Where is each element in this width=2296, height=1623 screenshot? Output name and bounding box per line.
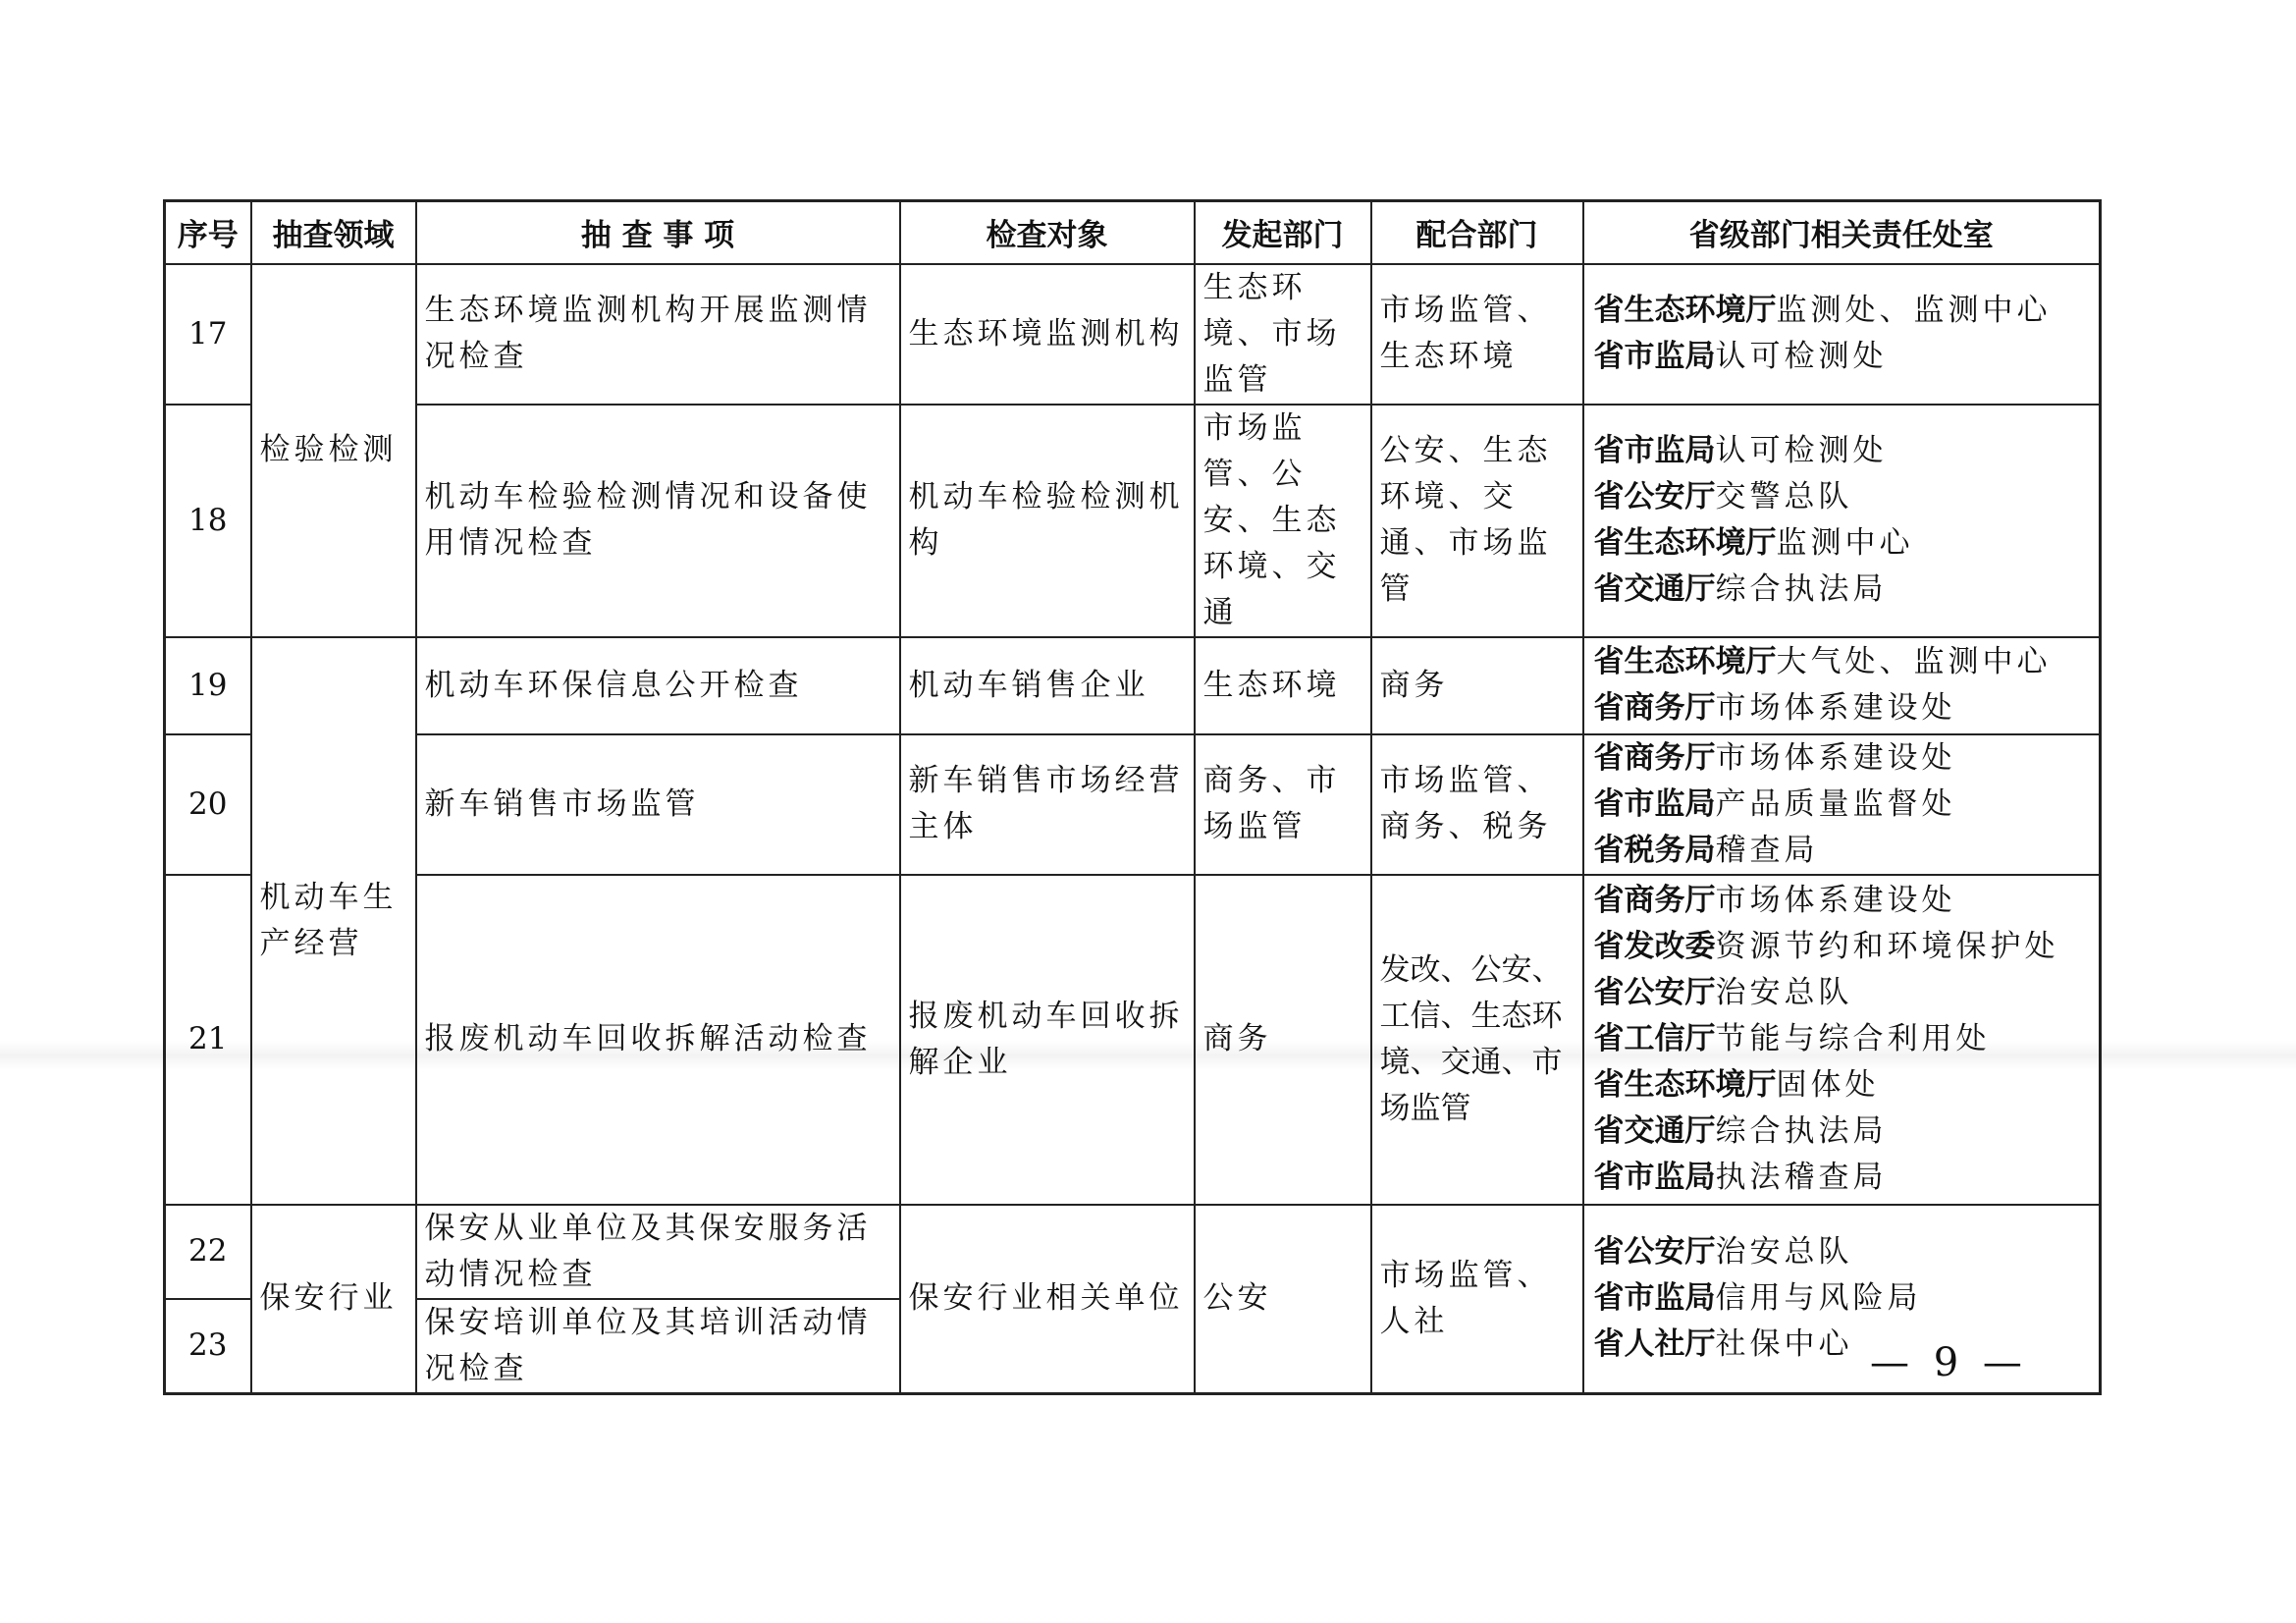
initiator-cell: 生态环境	[1195, 637, 1371, 734]
office-name: 执法稽查局	[1715, 1160, 1888, 1195]
responsible-line	[1594, 428, 2092, 474]
cooperator-cell: 市场监管、生态环境	[1371, 264, 1583, 405]
dept-name: 省工信厅	[1593, 1021, 1716, 1056]
office-name: 信用与风险局	[1715, 1280, 1922, 1316]
row-number: 20	[165, 734, 251, 875]
responsible-line	[1594, 334, 2092, 380]
responsible-line	[1594, 735, 2092, 782]
responsible-cell	[1583, 734, 2101, 875]
cooperator-cell: 市场监管、人社	[1371, 1205, 1583, 1394]
dept-name: 省市监局	[1593, 1160, 1716, 1195]
responsible-line	[1594, 828, 2092, 874]
row-number: 17	[165, 264, 251, 405]
dept-name: 省公安厅	[1593, 975, 1716, 1010]
responsible-line	[1594, 1275, 2092, 1322]
responsible-line	[1594, 288, 2092, 334]
domain-cell: 机动车生产经营	[251, 637, 416, 1205]
office-name: 市场体系建设处	[1715, 739, 1956, 776]
object-cell: 报废机动车回收拆解企业	[900, 875, 1195, 1205]
responsible-line	[1594, 685, 2092, 731]
object-cell: 生态环境监测机构	[900, 264, 1195, 405]
dept-name: 省生态环境厅	[1593, 1067, 1777, 1103]
office-name: 产品质量监督处	[1715, 785, 1956, 822]
responsible-line	[1594, 970, 2092, 1016]
row-number: 19	[165, 637, 251, 734]
item-cell: 机动车检验检测情况和设备使用情况检查	[416, 405, 900, 637]
office-name: 市场体系建设处	[1715, 883, 1956, 918]
dept-name: 省税务局	[1593, 832, 1716, 868]
responsible-line	[1594, 782, 2092, 828]
table-row	[165, 1205, 2101, 1299]
object-cell: 新车销售市场经营主体	[900, 734, 1195, 875]
office-name: 固体处	[1776, 1067, 1880, 1103]
cooperator-cell: 公安、生态环境、交通、市场监管	[1371, 405, 1583, 637]
table-row	[165, 734, 2101, 875]
office-name: 监测处、监测中心	[1776, 293, 2052, 328]
responsible-line	[1594, 639, 2092, 685]
office-name: 大气处、监测中心	[1776, 644, 2052, 679]
item-cell: 新车销售市场监管	[416, 734, 900, 875]
responsible-cell	[1583, 637, 2101, 734]
domain-cell: 检验检测	[251, 264, 416, 637]
row-number: 22	[165, 1205, 251, 1299]
initiator-cell: 商务	[1195, 875, 1371, 1205]
inspection-table	[163, 199, 2102, 1395]
table-row	[165, 875, 2101, 1205]
row-number: 18	[165, 405, 251, 637]
office-name: 市场体系建设处	[1715, 690, 1956, 726]
object-cell: 保安行业相关单位	[900, 1205, 1195, 1394]
office-name: 交警总队	[1715, 479, 1853, 514]
item-cell: 报废机动车回收拆解活动检查	[416, 875, 900, 1205]
header-domain: 抽查领域	[251, 201, 416, 264]
dept-name: 省生态环境厅	[1593, 525, 1777, 561]
header-initiator: 发起部门	[1195, 201, 1371, 264]
domain-cell: 保安行业	[251, 1205, 416, 1394]
responsible-line	[1594, 520, 2092, 567]
office-name: 综合执法局	[1715, 1113, 1888, 1149]
responsible-line	[1594, 878, 2092, 924]
dept-name: 省市监局	[1593, 433, 1716, 468]
dept-name: 省商务厅	[1593, 690, 1716, 726]
header-item: 抽 查 事 项	[416, 201, 900, 264]
object-cell: 机动车检验检测机构	[900, 405, 1195, 637]
responsible-line	[1594, 1229, 2092, 1275]
office-name: 社保中心	[1715, 1326, 1853, 1362]
responsible-line	[1594, 924, 2092, 970]
responsible-line	[1594, 567, 2092, 613]
dept-name: 省人社厅	[1593, 1326, 1716, 1362]
dept-name: 省市监局	[1593, 1280, 1716, 1316]
dept-name: 省交通厅	[1593, 571, 1716, 607]
dept-name: 省交通厅	[1593, 1113, 1716, 1149]
dept-name: 省发改委	[1593, 929, 1716, 964]
responsible-line	[1594, 1062, 2092, 1109]
responsible-line	[1594, 474, 2092, 520]
table-row	[165, 405, 2101, 637]
office-name: 资源节约和环境保护处	[1715, 929, 2059, 964]
cooperator-cell: 发改、公安、工信、生态环境、交通、市场监管	[1371, 875, 1583, 1205]
table-row	[165, 264, 2101, 405]
office-name: 治安总队	[1715, 1234, 1853, 1270]
office-name: 节能与综合利用处	[1715, 1021, 1991, 1056]
item-cell: 保安培训单位及其培训活动情况检查	[416, 1299, 900, 1394]
responsible-cell	[1583, 264, 2101, 405]
header-cooperator: 配合部门	[1371, 201, 1583, 264]
responsible-cell	[1583, 875, 2101, 1205]
initiator-cell: 商务、市场监管	[1195, 734, 1371, 875]
table-row	[165, 637, 2101, 734]
header-responsible: 省级部门相关责任处室	[1583, 201, 2101, 264]
initiator-cell: 市场监管、公安、生态环境、交通	[1195, 405, 1371, 637]
responsible-cell	[1583, 405, 2101, 637]
responsible-line	[1594, 1016, 2092, 1062]
dept-name: 省公安厅	[1593, 1234, 1716, 1270]
dept-name: 省公安厅	[1593, 479, 1716, 514]
responsible-line	[1594, 1109, 2092, 1155]
dept-name: 省市监局	[1593, 785, 1716, 822]
dept-name: 省生态环境厅	[1593, 293, 1777, 328]
office-name: 认可检测处	[1715, 433, 1888, 468]
dept-name: 省市监局	[1593, 339, 1716, 374]
office-name: 监测中心	[1776, 525, 1914, 561]
table-header-row	[165, 201, 2101, 264]
initiator-cell: 公安	[1195, 1205, 1371, 1394]
office-name: 治安总队	[1715, 975, 1853, 1010]
cooperator-cell: 市场监管、商务、税务	[1371, 734, 1583, 875]
cooperator-cell: 商务	[1371, 637, 1583, 734]
row-number: 23	[165, 1299, 251, 1394]
header-seq: 序号	[165, 201, 251, 264]
object-cell: 机动车销售企业	[900, 637, 1195, 734]
office-name: 综合执法局	[1715, 571, 1888, 607]
dept-name: 省商务厅	[1593, 883, 1716, 918]
page-number: — 9 —	[1870, 1340, 2028, 1385]
row-number: 21	[165, 875, 251, 1205]
header-object: 检查对象	[900, 201, 1195, 264]
office-name: 认可检测处	[1715, 339, 1888, 374]
item-cell: 保安从业单位及其保安服务活动情况检查	[416, 1205, 900, 1299]
dept-name: 省商务厅	[1593, 739, 1716, 776]
initiator-cell: 生态环境、市场监管	[1195, 264, 1371, 405]
dept-name: 省生态环境厅	[1593, 644, 1777, 679]
item-cell: 生态环境监测机构开展监测情况检查	[416, 264, 900, 405]
responsible-line	[1594, 1155, 2092, 1201]
office-name: 稽查局	[1715, 832, 1819, 868]
item-cell: 机动车环保信息公开检查	[416, 637, 900, 734]
